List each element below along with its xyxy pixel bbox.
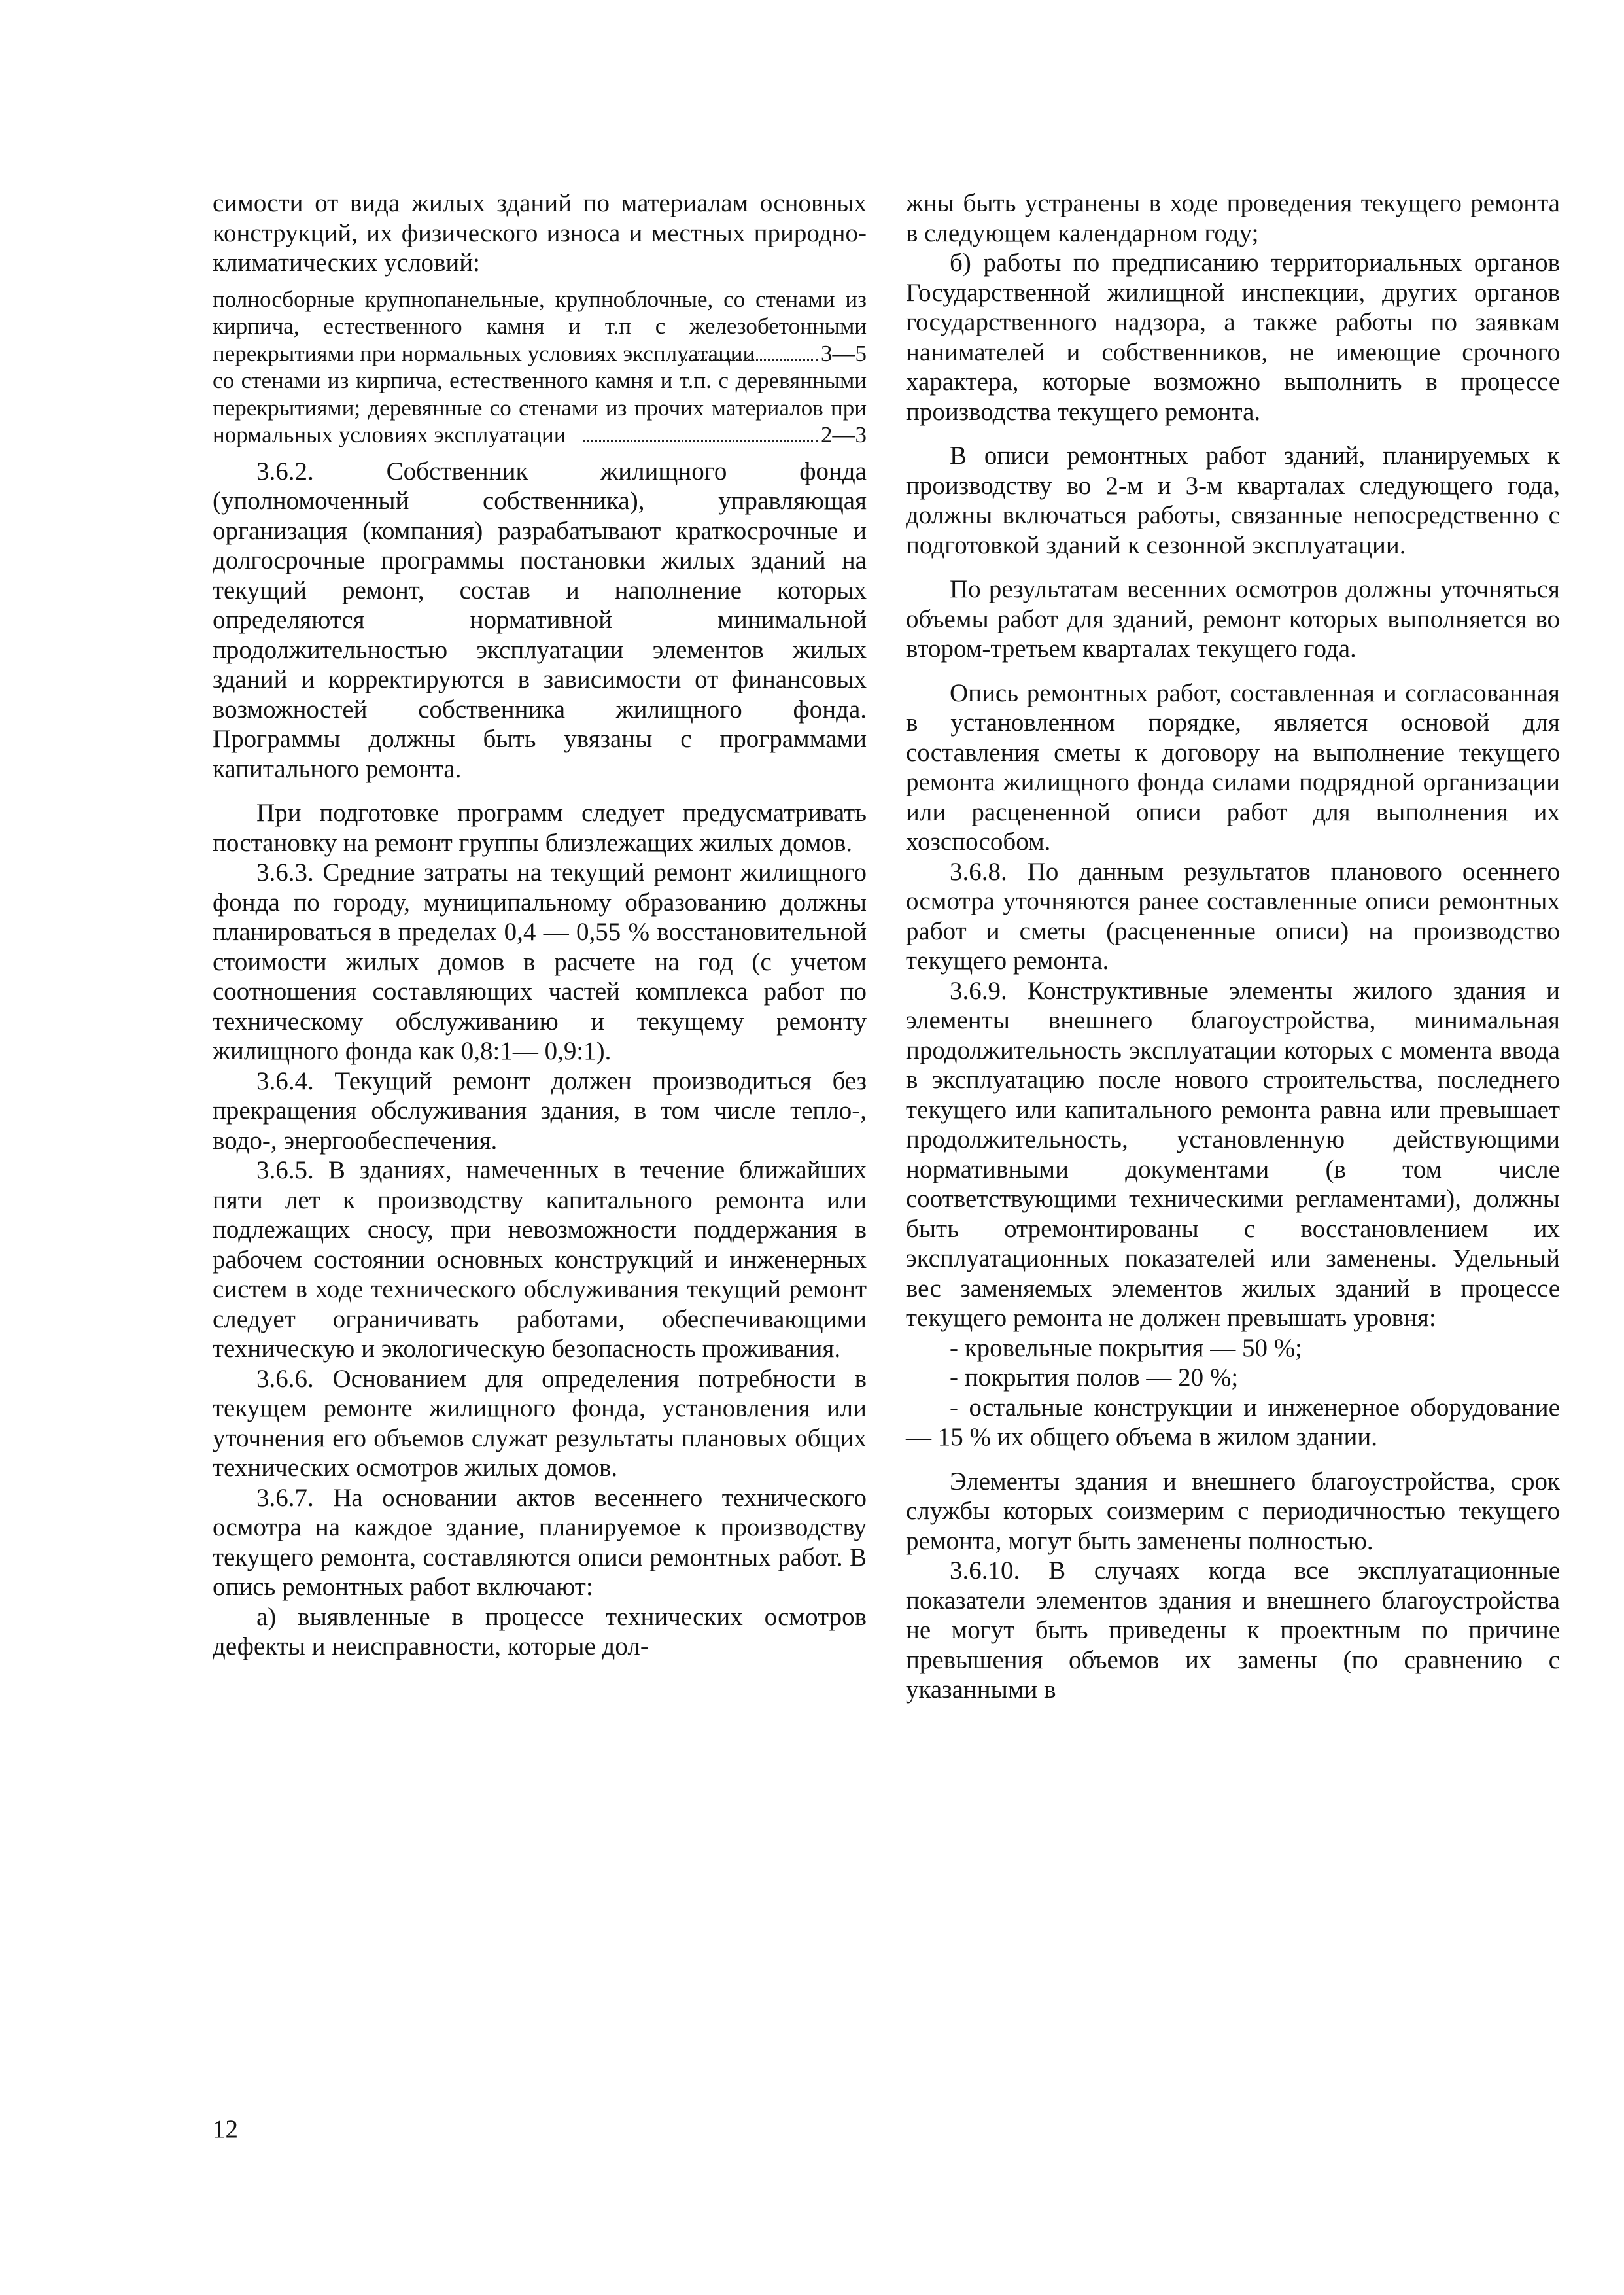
paragraph-programs: При подготовке программ следует предусматривать постановку на ремонт группы близлежащих жилых домов. <box>213 799 867 857</box>
paragraph-quarters: В описи ремонтных работ зданий, планируемых к производству во 2-м и 3-м кварталах следующего года, должны включаться работы, связанные непосредственно с подготовкой зданий к сезонной эксплуатации. <box>906 442 1560 559</box>
paragraph-3-6-3: 3.6.3. Средние затраты на текущий ремонт жилищного фонда по городу, муниципальному образованию должны планироваться в пределах 0,4 — 0,55 % восстановительной стоимости жилых домов в расчете на год (с учетом соотношения составляющих частей комплекса работ по техническому обслуживанию и текущему ремонту жилищного фонда как 0,8:1— 0,9:1). <box>213 858 867 1065</box>
paragraph-spring-inspections: По результатам весенних осмотров должны уточняться объемы работ для зданий, ремонт которых выполняется во втором-третьем кварталах текущего года. <box>906 575 1560 663</box>
paragraph-3-6-7: 3.6.7. На основании актов весеннего технического осмотра на каждое здание, планируемое к производству текущего ремонта, составляются описи ремонтных работ. В опись ремонтных работ включают: <box>213 1483 867 1601</box>
page-number: 12 <box>213 2115 238 2143</box>
left-column <box>213 188 867 1662</box>
paragraph-3-6-5: 3.6.5. В зданиях, намеченных в течение ближайших пяти лет к производству капитального ремонта или подлежащих сносу, при невозможности поддержания в рабочем состоянии основных конструкций и инженерных систем в ходе технического обслуживания текущий ремонт следует ограничивать работами, обеспечивающими техническую и экологическую безопасность проживания. <box>213 1156 867 1363</box>
paragraph-continuation: жны быть устранены в ходе проведения текущего ремонта в следующем календарном году; <box>906 189 1560 247</box>
paragraph-item-b: б) работы по предписанию территориальных органов Государственной жилищной инспекции, других органов государственного надзора, а также работы по заявкам нанимателей и собственников, не имеющие срочного характера, которые возможно выполнить в процессе производства текущего ремонта. <box>906 249 1560 426</box>
service-life-item-1-text: полносборные крупнопанельные, крупноблочные, со стенами из кирпича, естественного камня и т.п с железобетонными перекрытиями при нормальных условиях эксплуатации <box>213 286 867 366</box>
service-life-item-2-value: 2—3 <box>821 422 867 447</box>
service-life-list <box>213 286 867 449</box>
dot-leader <box>583 440 818 442</box>
paragraph-inventory: Опись ремонтных работ, составленная и согласованная в установленном порядке, является основой для составления сметы к договору на выполнение текущего ремонта жилищного фонда силами подрядной организации или расцененной описи работ для выполнения их хозспособом. <box>906 678 1560 856</box>
service-life-item-1-value: 3—5 <box>821 340 867 366</box>
list-item-roofing: - кровельные покрытия — 50 %; <box>950 1333 1303 1362</box>
paragraph-3-6-6: 3.6.6. Основанием для определения потребности в текущем ремонте жилищного фонда, установления или уточнения его объемов служат результаты плановых общих технических осмотров жилых домов. <box>213 1364 867 1482</box>
paragraph-3-6-4: 3.6.4. Текущий ремонт должен производиться без прекращения обслуживания здания, в том числе тепло-, водо-, энергообеспечения. <box>213 1066 867 1155</box>
list-item-other: - остальные конструкции и инженерное оборудование — 15 % их общего объема в жилом здании. <box>906 1393 1560 1451</box>
paragraph-3-6-8: 3.6.8. По данным результатов планового осеннего осмотра уточняются ранее составленные описи ремонтных работ и сметы (расцененные описи) на производство текущего ремонта. <box>906 857 1560 975</box>
paragraph-3-6-2: 3.6.2. Собственник жилищного фонда (уполномоченный собственника), управляющая организация (компания) разрабатывают краткосрочные и долгосрочные программы постановки жилых зданий на текущий ремонт, состав и наполнение которых определяются нормативной минимальной продолжительностью эксплуатации элементов жилых зданий и корректируются в зависимости от финансовых возможностей собственника жилищного фонда. Программы должны быть увязаны с программами капитального ремонта. <box>213 457 867 783</box>
left-intro-paragraph: симости от вида жилых зданий по материалам основных конструкций, их физического износа и местных природно-климатических условий: <box>213 189 867 277</box>
paragraph-elements-replace: Элементы здания и внешнего благоустройства, срок службы которых соизмерим с периодичностью текущего ремонта, могут быть заменены полностью. <box>906 1467 1560 1555</box>
paragraph-3-6-10: 3.6.10. В случаях когда все эксплуатационные показатели элементов здания и внешнего благоустройства не могут быть приведены к проектным по причине превышения объемов их замены (по сравнению с указанными в <box>906 1556 1560 1704</box>
right-column <box>906 188 1560 1705</box>
paragraph-item-a: а) выявленные в процессе технических осмотров дефекты и неисправности, которые дол- <box>213 1602 867 1660</box>
dot-leader <box>681 359 818 361</box>
list-item-floors: - покрытия полов — 20 %; <box>950 1363 1239 1392</box>
paragraph-3-6-9: 3.6.9. Конструктивные элементы жилого здания и элементы внешнего благоустройства, минимальная продолжительность эксплуатации которых с момента ввода в эксплуатацию после нового строительства, последнего текущего или капитального ремонта равна или превышает продолжительность, установленную действующими нормативными документами (в том числе соответствующими техническими регламентами), должны быть отремонтированы с восстановлением их эксплуатационных показателей или заменены. Удельный вес заменяемых элементов жилых зданий в процессе текущего ремонта не должен превышать уровня: <box>906 976 1560 1332</box>
service-life-item-2-text: со стенами из кирпича, естественного камня и т.п. с деревянными перекрытиями; деревянные со стенами из прочих материалов при нормальных условиях эксплуатации <box>213 368 867 447</box>
